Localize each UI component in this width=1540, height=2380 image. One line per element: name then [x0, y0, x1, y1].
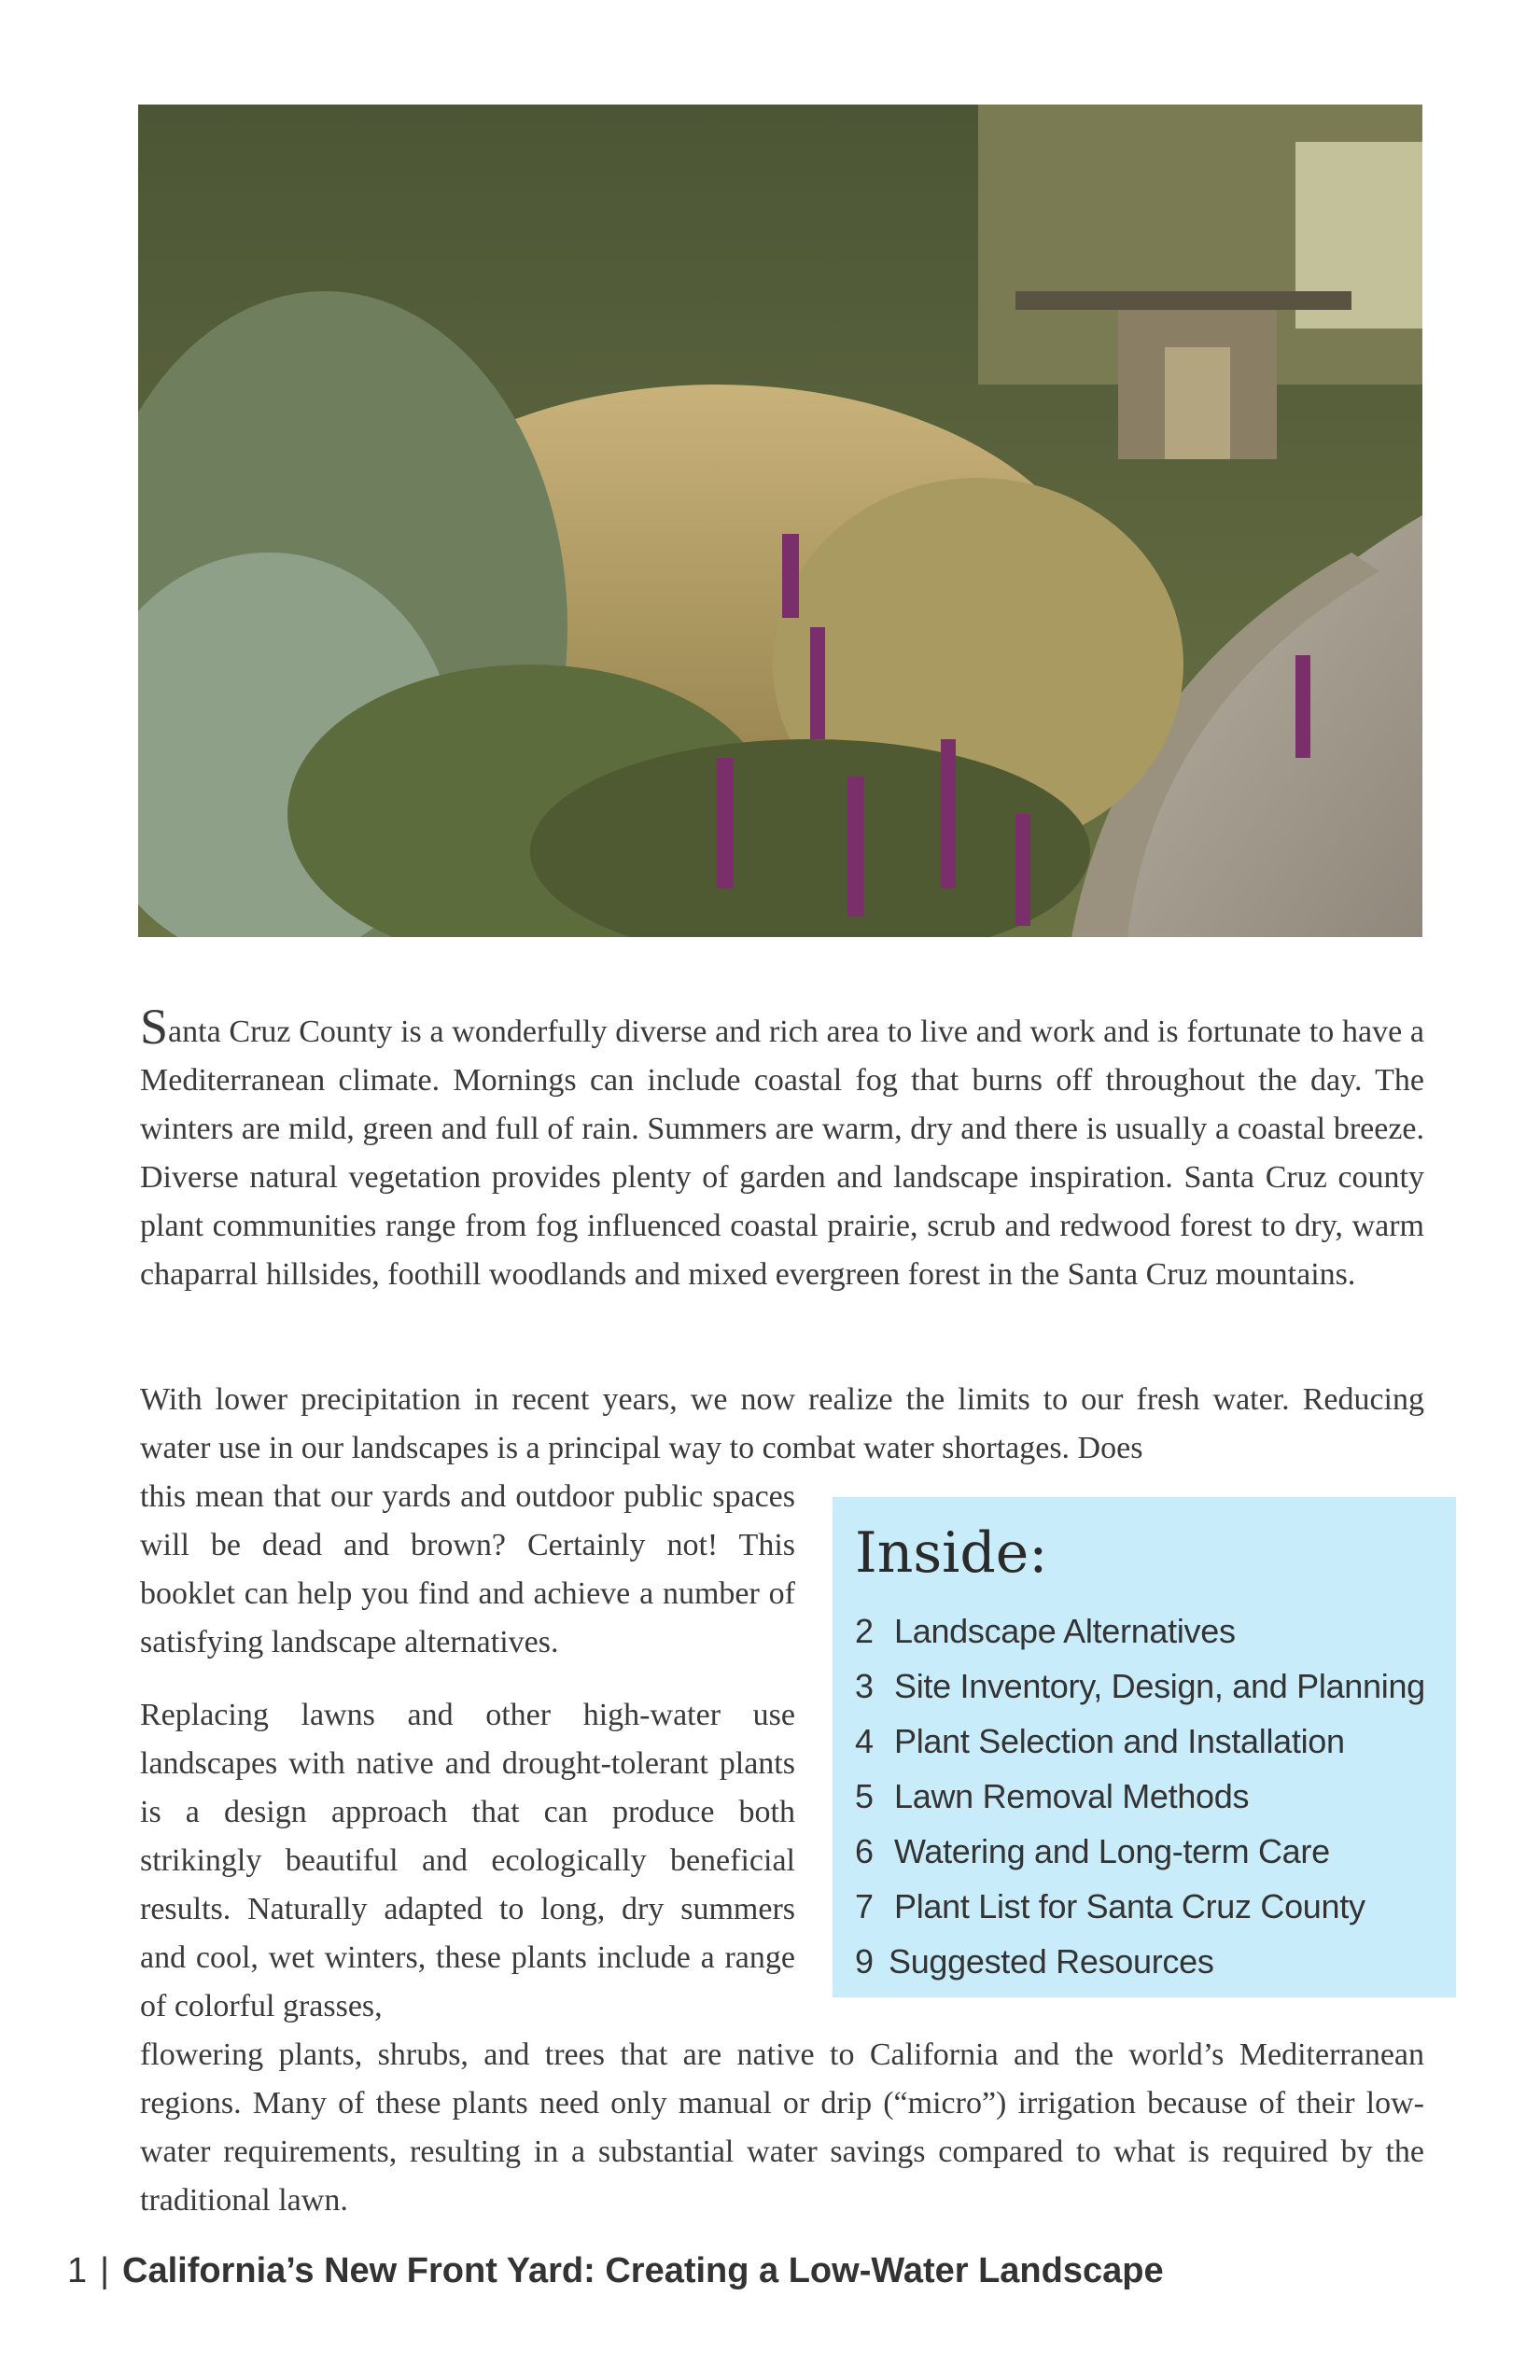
- footer-title: California’s New Front Yard: Creating a Low-Water Landscape: [122, 2251, 1164, 2290]
- toc-label: Plant Selection and Installation: [894, 1722, 1345, 1760]
- toc-item[interactable]: [855, 1934, 1456, 1989]
- toc-page-number: 5: [855, 1777, 874, 1815]
- toc-page-number: 9: [855, 1942, 874, 1981]
- toc-page-number: 3: [855, 1667, 874, 1705]
- toc-label: Suggested Resources: [889, 1942, 1214, 1981]
- toc-item[interactable]: [855, 1659, 1456, 1714]
- intro-paragraph-2-narrow: this mean that our yards and outdoor public spaces will be dead and brown? Certainly not! This booklet can help you find and achieve a number of satisfying landscape alternatives.: [140, 1479, 795, 1659]
- page-number: 1: [67, 2251, 88, 2290]
- toc-page-number: 7: [855, 1887, 874, 1925]
- toc-item[interactable]: [855, 1769, 1456, 1824]
- toc-label: Landscape Alternatives: [894, 1612, 1236, 1650]
- toc-item[interactable]: [855, 1879, 1456, 1934]
- toc-item[interactable]: [855, 1714, 1456, 1769]
- inside-contents-box: [833, 1497, 1456, 1997]
- toc-page-number: 6: [855, 1832, 874, 1870]
- toc-label: Lawn Removal Methods: [894, 1777, 1250, 1815]
- toc-page-number: 2: [855, 1612, 874, 1650]
- toc-item[interactable]: [855, 1824, 1456, 1879]
- toc-label: Watering and Long-term Care: [894, 1832, 1330, 1870]
- footer-separator: |: [100, 2251, 110, 2290]
- intro-paragraph-3-narrow: Replacing lawns and other high-water use landscapes with native and drought-tolerant plants is a design approach that can produce both strikingly beautiful and ecologically beneficial results. Naturally adapted to long, dry summers and cool, wet winters, these plants include a range of colorful grasses,: [140, 1698, 795, 2023]
- page-footer: [67, 2247, 1164, 2294]
- garden-photo: [138, 105, 1422, 937]
- intro-paragraph-3-wide: flowering plants, shrubs, and trees that are native to California and the world’s Mediterranean regions. Many of these plants need only manual or drip (“micro”) irrigation because of their low-water requirements, resulting in a substantial water savings compared to what is required by the traditional lawn.: [140, 2037, 1424, 2218]
- intro-paragraph-2-wide: With lower precipitation in recent years, we now realize the limits to our fresh water. Reducing water use in our landscapes is a principal way to combat water shortages. Does: [140, 1382, 1424, 1465]
- intro-paragraph-1: [140, 999, 1424, 1299]
- inside-title: Inside:: [855, 1520, 1048, 1586]
- toc-item[interactable]: [855, 1603, 1456, 1659]
- toc-label: Plant List for Santa Cruz County: [894, 1887, 1365, 1925]
- drop-cap: S: [140, 999, 169, 1055]
- garden-photo-icon: [138, 105, 1422, 937]
- toc-page-number: 4: [855, 1722, 874, 1760]
- toc-label: Site Inventory, Design, and Planning: [894, 1667, 1425, 1705]
- intro-paragraph-1-text: anta Cruz County is a wonderfully diverse and rich area to live and work and is fortunate to have a Mediterranean climate. Mornings can include coastal fog that burns off throughout the day. The winters are mild, green and full of rain. Summers are warm, dry and there is usually a coastal breeze. Diverse natural vegetation provides plenty of garden and landscape inspiration. Santa Cruz county plant communities range from fog influenced coastal prairie, scrub and redwood forest to dry, warm chaparral hillsides, foothill woodlands and mixed evergreen forest in the Santa Cruz mountains.: [140, 1015, 1424, 1292]
